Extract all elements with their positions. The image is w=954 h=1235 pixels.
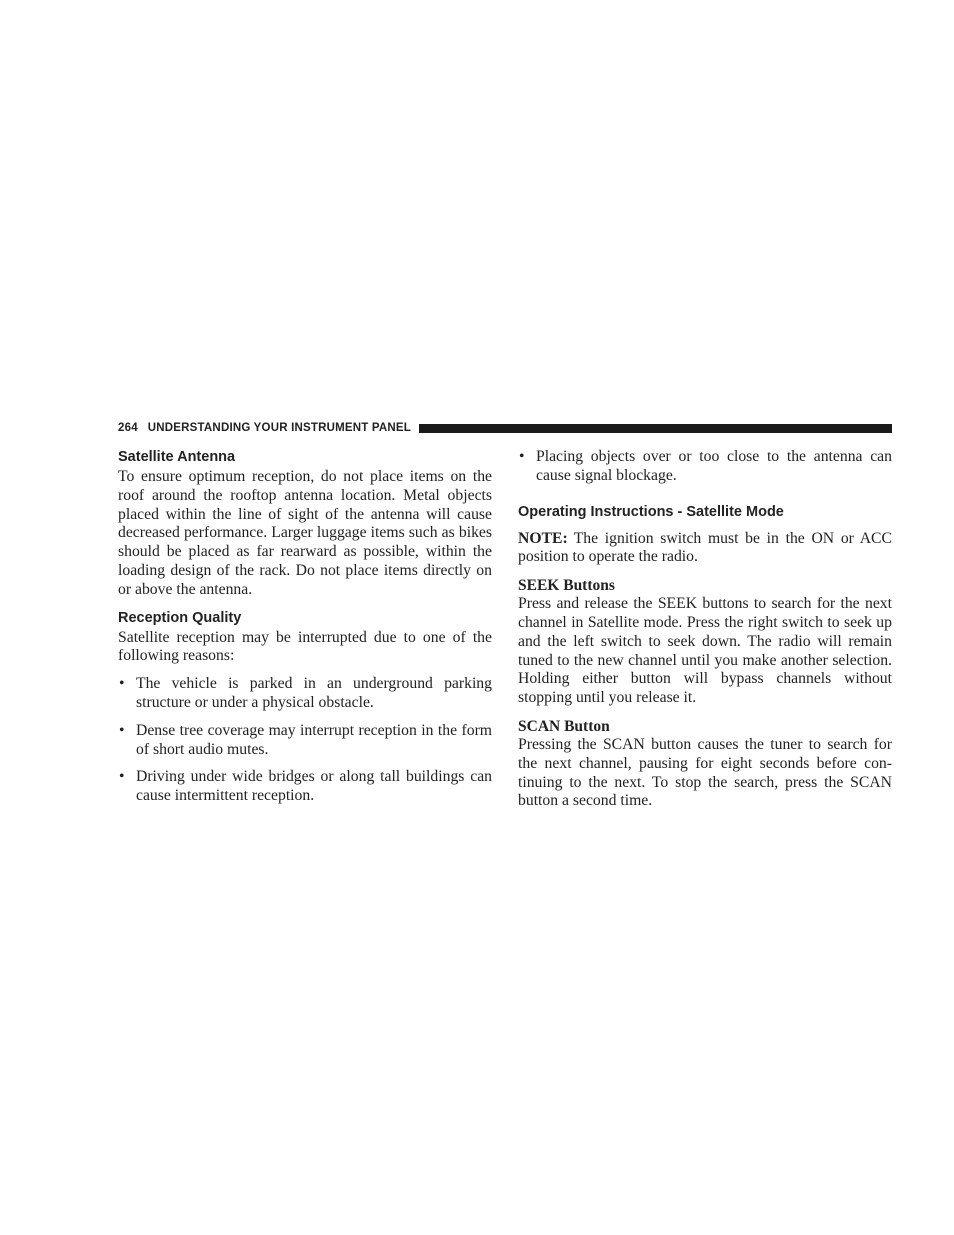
bullet-icon: •	[119, 721, 125, 739]
reception-quality-list	[118, 675, 492, 806]
left-column	[118, 448, 492, 815]
heading-reception-quality: Reception Quality	[118, 609, 242, 626]
scan-button-body: Pressing the SCAN button causes the tuner to search for the next channel, pausing for eight seconds before con-tinuing to the next. To stop the search, press the SCAN button a second time.	[518, 735, 892, 810]
reception-quality-intro: Satellite reception may be interrupted due to one of the following reasons:	[118, 628, 492, 665]
right-column	[518, 448, 892, 811]
heading-operating-instructions: Operating Instructions - Satellite Mode	[518, 503, 784, 520]
heading-seek-buttons: SEEK Buttons	[518, 577, 615, 595]
continued-list	[518, 448, 892, 486]
note-label: NOTE:	[518, 529, 568, 547]
note-paragraph	[518, 530, 892, 568]
heading-scan-button: SCAN Button	[518, 717, 610, 735]
bullet-icon: •	[519, 448, 525, 465]
page-header	[118, 419, 892, 437]
list-item-text: Driving under wide bridges or along tall buildings can cause intermittent reception.	[136, 768, 492, 805]
list-item-text: Dense tree coverage may interrupt reception in the form of short audio mutes.	[136, 721, 492, 758]
heading-satellite-antenna: Satellite Antenna	[118, 449, 236, 465]
list-item-text: The vehicle is parked in an underground parking structure or under a physical obstacle.	[136, 675, 492, 711]
bullet-icon: •	[119, 768, 125, 786]
list-item	[118, 722, 492, 760]
header-rule	[419, 424, 892, 433]
page-number: 264	[118, 422, 138, 434]
seek-buttons-body: Press and release the SEEK buttons to search for the next channel in Satellite mode. Press the right switch to seek up and the left switch to seek down. The radio will remain tuned to the new channel until you make another selection. Holding either button will bypass channels without stopping until you release it.	[518, 595, 892, 707]
list-item	[118, 768, 492, 806]
note-text: The ignition switch must be in the ON or ACC position to operate the radio.	[518, 529, 892, 566]
list-item	[518, 448, 892, 486]
bullet-icon: •	[119, 675, 125, 693]
list-item-text: Placing objects over or too close to the antenna can cause signal blockage.	[536, 448, 892, 484]
satellite-antenna-body: To ensure optimum reception, do not place items on the roof around the rooftop antenna location. Metal objects placed within the line of sight of the antenna will cause decreased performance. Larger luggage items such as bikes should be placed as far rearward as possible, within the loading design of the rack. Do not place items directly on or above the antenna.	[118, 468, 492, 598]
section-title: UNDERSTANDING YOUR INSTRUMENT PANEL	[147, 422, 411, 434]
list-item	[118, 675, 492, 713]
